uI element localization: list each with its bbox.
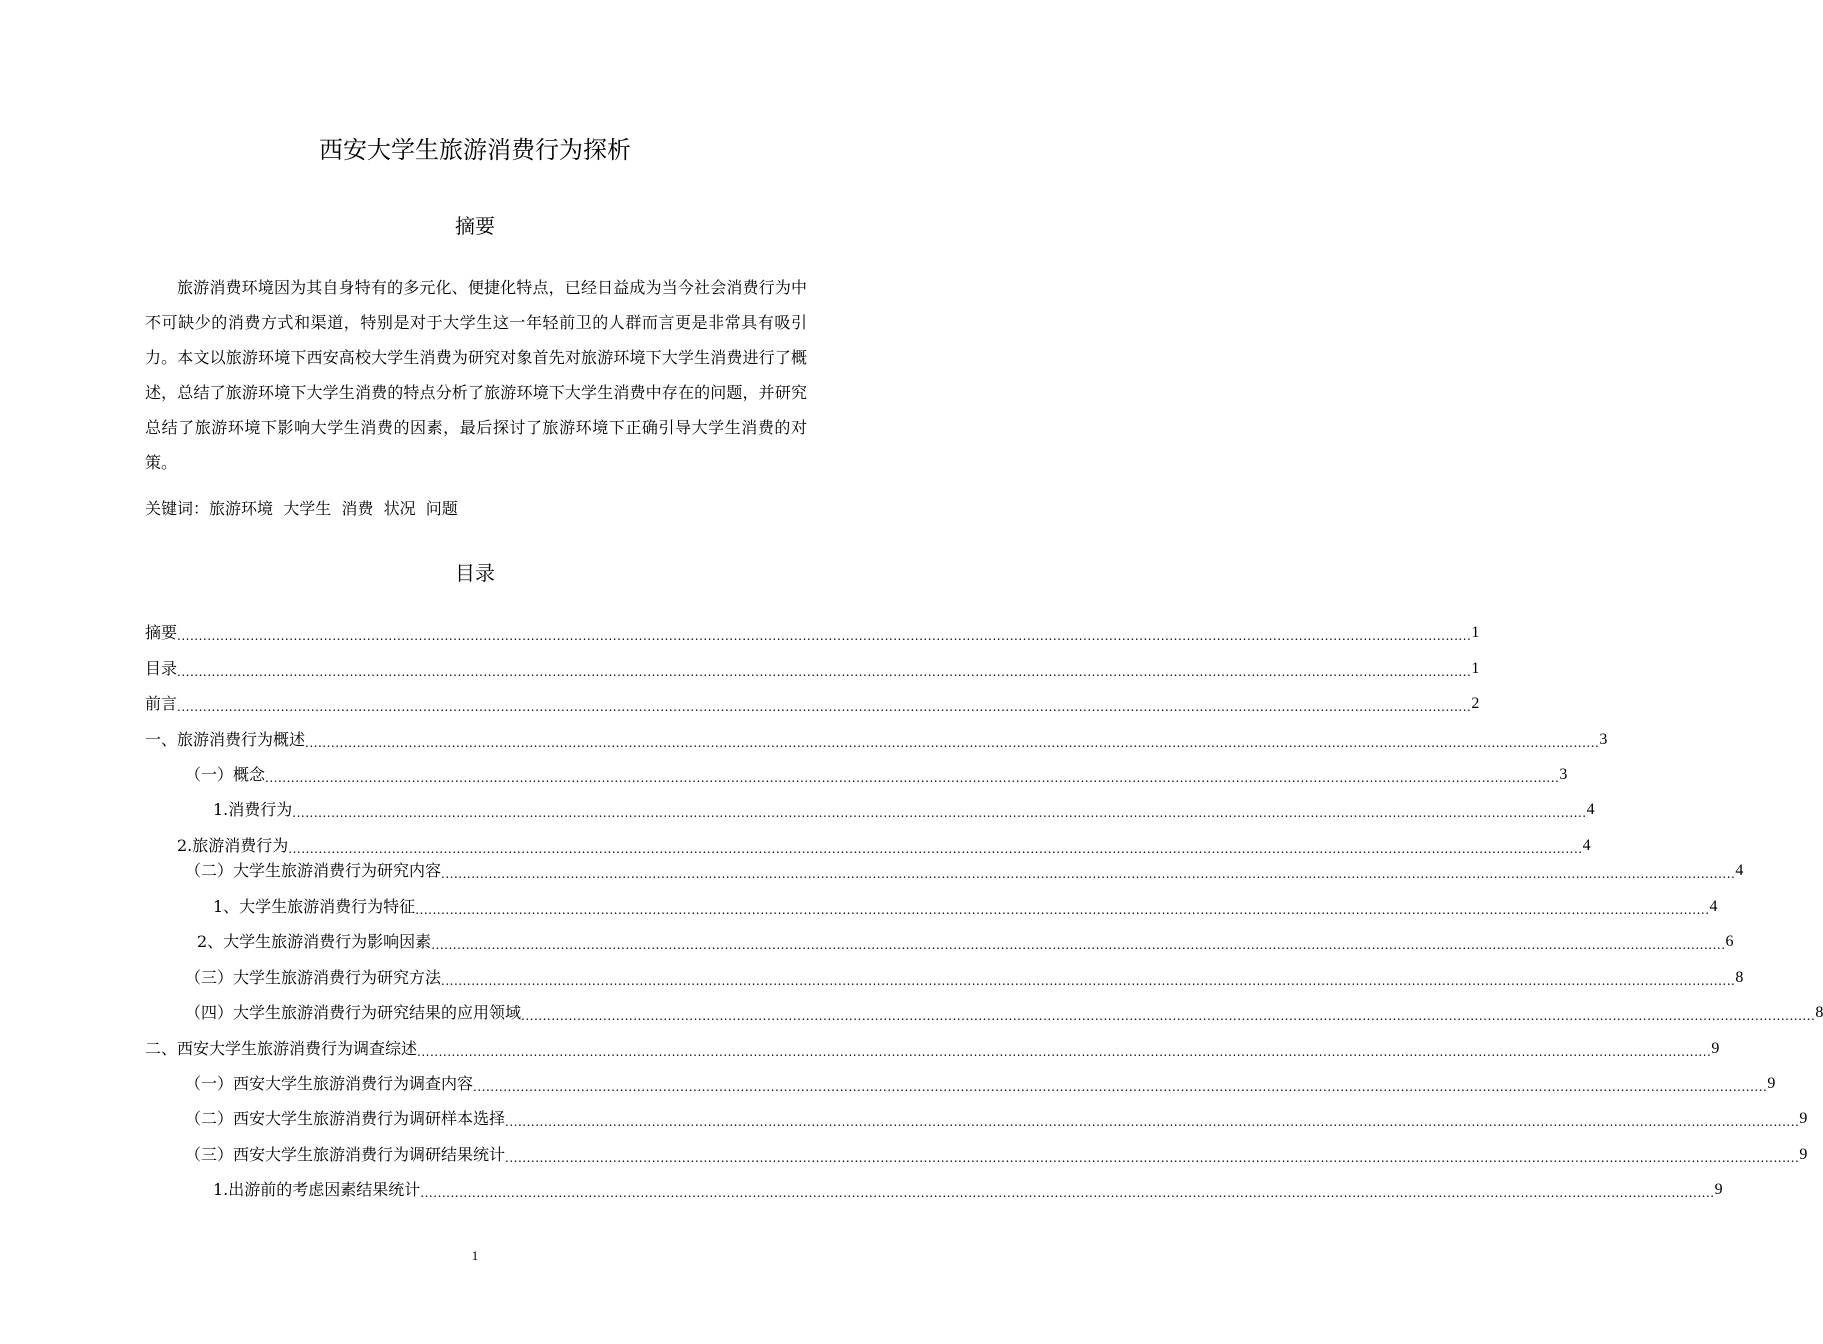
toc-entry-label: （二）大学生旅游消费行为研究内容 [185,861,442,880]
toc-entry-page: 4 [1709,898,1718,915]
toc-entry-page: 3 [1559,766,1568,783]
toc-entry-page: 2 [1471,695,1480,712]
toc-entry-label: 一、旅游消费行为概述 [145,730,306,749]
toc-entry-page: 8 [1815,1004,1823,1021]
toc-entry-page: 1 [1471,624,1480,641]
keyword: 大学生 [283,499,332,518]
toc-entry-label: 1、大学生旅游消费行为特征 [213,897,416,916]
toc-entry-page: 9 [1714,1181,1723,1198]
document-title: 西安大学生旅游消费行为探析 [319,136,631,164]
toc-entry-label: 前言 [145,694,178,713]
toc-entry-label: 2、大学生旅游消费行为影响因素 [197,932,432,951]
toc-entry-label: 二、西安大学生旅游消费行为调查综述 [145,1039,418,1058]
toc-leader-dots: ............................................................................................................................................................................................................................................................................................................ [420,1186,1715,1200]
toc-leader-dots: ............................................................................................................................................................................................................................................................................................................ [505,1115,1800,1129]
toc-leader-dots: ............................................................................................................................................................................................................................................................................................................ [288,842,1583,856]
keywords-label: 关键词： [145,499,210,518]
toc-leader-dots: ............................................................................................................................................................................................................................................................................................................ [415,903,1710,917]
toc-entry[interactable] [213,1177,1723,1203]
toc-entry-label: （一）西安大学生旅游消费行为调查内容 [185,1074,474,1093]
toc-entry[interactable] [213,894,1718,920]
toc-entry[interactable] [213,797,1595,823]
keyword: 问题 [425,499,458,518]
toc-entry[interactable] [145,656,1480,682]
abstract-body: 旅游消费环境因为其自身特有的多元化、便捷化特点，已经日益成为当今社会消费行为中不可缺少的消费方式和渠道，特别是对于大学生这一年轻前卫的人群而言更是非常具有吸引力。本文以旅游环境下西安高校大学生消费为研究对象首先对旅游环境下大学生消费进行了概述，总结了旅游环境下大学生消费的特点分析了旅游环境下大学生消费中存在的问题，并研究总结了旅游环境下影响大学生消费的因素，最后探讨了旅游环境下正确引导大学生消费的对策。 [145,278,807,472]
toc-leader-dots: ............................................................................................................................................................................................................................................................................................................ [441,867,1736,881]
toc-entry[interactable] [185,965,1744,991]
toc-entry-label: 1.消费行为 [213,800,293,819]
toc-entry-page: 9 [1799,1146,1808,1163]
toc-entry-label: （三）西安大学生旅游消费行为调研结果统计 [185,1145,506,1164]
toc-leader-dots: ............................................................................................................................................................................................................................................................................................................ [305,736,1600,750]
toc-entry-label: （一）概念 [185,765,266,784]
keyword: 状况 [383,499,416,518]
toc-entry[interactable] [185,762,1568,788]
toc-entry-page: 4 [1582,837,1591,854]
toc-entry-page: 9 [1711,1040,1720,1057]
toc-entry-label: 目录 [145,659,178,678]
toc-leader-dots: ............................................................................................................................................................................................................................................................................................................ [521,1009,1816,1023]
toc-entry-page: 9 [1799,1110,1808,1127]
toc-entry[interactable] [185,858,1744,884]
toc-leader-dots: ............................................................................................................................................................................................................................................................................................................ [265,771,1560,785]
toc-entry[interactable] [145,620,1480,646]
toc-entry[interactable] [185,1071,1776,1097]
toc-entry-page: 1 [1471,660,1480,677]
page-number: 1 [471,1248,479,1263]
toc-entry[interactable] [197,929,1734,955]
keyword: 消费 [341,499,374,518]
keywords-line [145,495,458,523]
toc-leader-dots: ............................................................................................................................................................................................................................................................................................................ [441,974,1736,988]
toc-heading: 目录 [455,561,495,585]
toc-leader-dots: ............................................................................................................................................................................................................................................................................................................ [431,938,1726,952]
toc-leader-dots: ............................................................................................................................................................................................................................................................................................................ [505,1151,1800,1165]
toc-entry-label: 2.旅游消费行为 [177,836,289,855]
toc-entry[interactable] [145,1036,1720,1062]
toc-leader-dots: ............................................................................................................................................................................................................................................................................................................ [177,665,1472,679]
toc-entry-label: 摘要 [145,623,178,642]
toc-entry-page: 3 [1599,731,1608,748]
toc-leader-dots: ............................................................................................................................................................................................................................................................................................................ [177,629,1472,643]
toc-entry[interactable] [185,1106,1808,1132]
toc-entry[interactable] [177,833,1591,859]
toc-leader-dots: ............................................................................................................................................................................................................................................................................................................ [473,1080,1768,1094]
toc-leader-dots: ............................................................................................................................................................................................................................................................................................................ [417,1045,1712,1059]
toc-entry-page: 4 [1735,862,1744,879]
abstract-heading: 摘要 [455,214,495,238]
toc-entry[interactable] [145,691,1480,717]
toc-entry[interactable] [185,1000,1823,1026]
keyword: 旅游环境 [209,499,274,518]
toc-leader-dots: ............................................................................................................................................................................................................................................................................................................ [292,806,1587,820]
toc-entry[interactable] [185,1142,1808,1168]
toc-entry[interactable] [145,727,1608,753]
toc-entry-page: 8 [1735,969,1744,986]
toc-entry-label: 1.出游前的考虑因素结果统计 [213,1180,421,1199]
toc-entry-label: （四）大学生旅游消费行为研究结果的应用领域 [185,1003,522,1022]
toc-entry-label: （三）大学生旅游消费行为研究方法 [185,968,442,987]
toc-entry-page: 4 [1586,801,1595,818]
toc-entry-label: （二）西安大学生旅游消费行为调研样本选择 [185,1109,506,1128]
toc-entry-page: 6 [1725,933,1734,950]
toc-entry-page: 9 [1767,1075,1776,1092]
toc-leader-dots: ............................................................................................................................................................................................................................................................................................................ [177,700,1472,714]
